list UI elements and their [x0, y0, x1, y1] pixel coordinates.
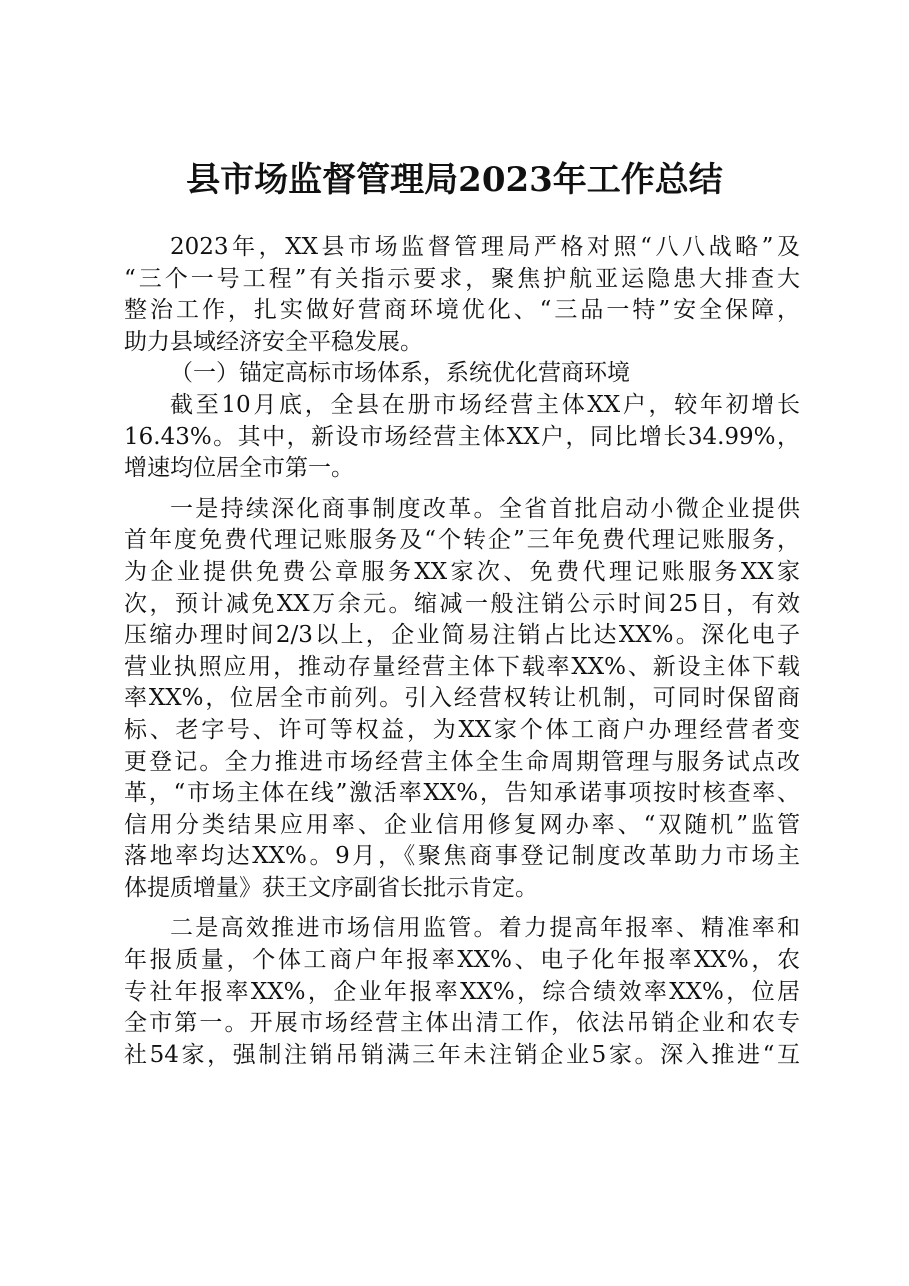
- body-line: 全市第一。开展市场经营主体出清工作，依法吊销企业和农专: [124, 1010, 800, 1037]
- body-line: 专社年报率XX%，企业年报率XX%，综合绩效率XX%，位居: [124, 978, 800, 1005]
- body-line: 率XX%，位居全市前列。引入经营权转让机制，可同时保留商: [124, 685, 800, 712]
- body-line: 年报质量，个体工商户年报率XX%、电子化年报率XX%，农: [124, 947, 800, 974]
- body-line: 标、老字号、许可等权益，为XX家个体工商户办理经营者变: [124, 716, 800, 743]
- body-line: 整治工作，扎实做好营商环境优化、“三品一特”安全保障，: [124, 297, 800, 324]
- section-heading: （一）锚定高标市场体系，系统优化营商环境: [170, 360, 630, 387]
- body-line: 社54家，强制注销吊销满三年未注销企业5家。深入推进“互: [124, 1041, 800, 1068]
- body-line: 次，预计减免XX万余元。缩减一般注销公示时间25日，有效: [124, 590, 800, 617]
- body-line: 革，“市场主体在线”激活率XX%，告知承诺事项按时核查率、: [124, 780, 800, 807]
- body-line: 体提质增量》获王文序副省长批示肯定。: [124, 874, 538, 901]
- document-body: [124, 224, 800, 1071]
- spacer: [124, 904, 800, 913]
- body-line: 为企业提供免费公章服务XX家次、免费代理记账服务XX家: [124, 558, 800, 585]
- body-line: 助力县域经济安全平稳发展。: [124, 328, 423, 355]
- body-line: 营业执照应用，推动存量经营主体下载率XX%、新设主体下载: [124, 653, 800, 680]
- document-title: 县市场监督管理局2023年工作总结: [186, 160, 723, 200]
- body-line: 信用分类结果应用率、企业信用修复网办率、“双随机”监管: [124, 811, 800, 838]
- body-line: 2023年，XX县市场监督管理局严格对照“八八战略”及: [170, 234, 800, 260]
- spacer: [124, 224, 800, 232]
- body-line: 落地率均达XX%。9月，《聚焦商事登记制度改革助力市场主: [124, 843, 800, 870]
- body-line: 截至10月底，全县在册市场经营主体XX户，较年初增长: [170, 391, 800, 418]
- body-line: “三个一号工程”有关指示要求，聚焦护航亚运隐患大排查大: [124, 265, 800, 292]
- spacer: [124, 485, 800, 494]
- body-line: 一是持续深化商事制度改革。全省首批启动小微企业提供: [170, 495, 800, 522]
- body-line: 压缩办理时间2/3以上，企业简易注销占比达XX%。深化电子: [124, 622, 800, 649]
- body-line: 二是高效推进市场信用监管。着力提高年报率、精准率和: [170, 915, 800, 942]
- body-line: 更登记。全力推进市场经营主体全生命周期管理与服务试点改: [124, 748, 800, 775]
- body-line: 增速均位居全市第一。: [124, 455, 354, 482]
- body-line: 16.43%。其中，新设市场经营主体XX户，同比增长34.99%，: [124, 423, 800, 450]
- body-line: 首年度免费代理记账服务及“个转企”三年免费代理记账服务，: [124, 527, 800, 554]
